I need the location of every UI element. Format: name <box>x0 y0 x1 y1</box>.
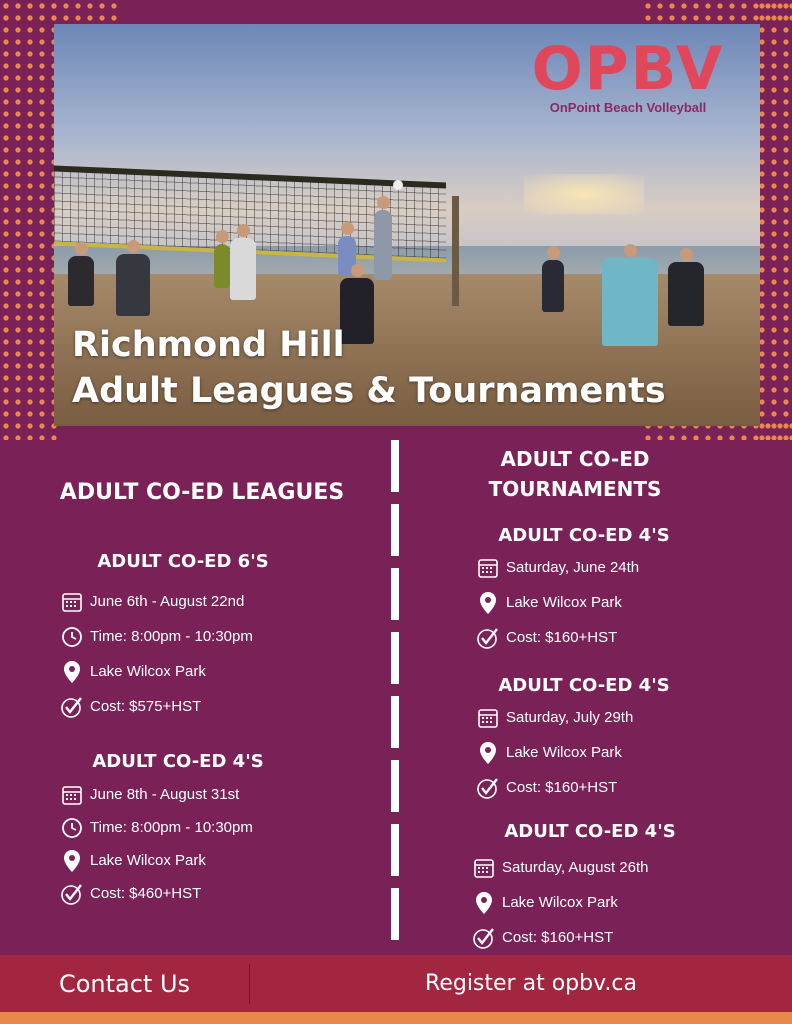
league-date-row <box>60 584 360 619</box>
tournament-cost-row <box>476 620 776 655</box>
tournaments-title-line2: TOURNAMENTS <box>488 477 662 501</box>
leagues-column <box>22 478 382 508</box>
tournament-date: Saturday, July 29th <box>506 709 634 726</box>
tournament-date: Saturday, June 24th <box>506 559 640 576</box>
tournament-location: Lake Wilcox Park <box>506 594 622 611</box>
tournament-location-row <box>476 735 776 770</box>
tournament-cost-row <box>472 920 772 955</box>
footer-bar <box>0 955 792 1012</box>
player-figure <box>230 238 256 300</box>
tournament-card <box>472 820 772 955</box>
hero-title <box>72 322 666 414</box>
decorative-dots-right <box>756 0 792 440</box>
column-divider <box>391 440 399 940</box>
tournament-name: ADULT CO-ED 4'S <box>498 525 670 546</box>
league-time-row <box>60 619 360 654</box>
map-pin-icon <box>476 741 500 765</box>
calendar-icon <box>476 556 500 580</box>
tournament-date: Saturday, August 26th <box>502 859 649 876</box>
league-cost: Cost: $460+HST <box>90 885 202 902</box>
player-figure <box>116 254 150 316</box>
calendar-icon <box>60 590 84 614</box>
volleyball <box>393 180 403 190</box>
calendar-icon <box>476 706 500 730</box>
map-pin-icon <box>476 591 500 615</box>
map-pin-icon <box>472 891 496 915</box>
decorative-dots-top-left <box>0 0 120 22</box>
hero-title-line2: Adult Leagues & Tournaments <box>72 371 666 411</box>
checkmark-icon <box>60 882 84 906</box>
player-figure <box>68 256 94 306</box>
league-location: Lake Wilcox Park <box>90 663 206 680</box>
hero-title-line1: Richmond Hill <box>72 325 345 365</box>
league-location-row <box>60 654 360 689</box>
checkmark-icon <box>476 626 500 650</box>
tournaments-title-line1: ADULT CO-ED <box>500 447 650 471</box>
clock-icon <box>60 816 84 840</box>
logo-wordmark: OPBV <box>531 34 725 104</box>
player-figure <box>374 210 392 280</box>
checkmark-icon <box>472 926 496 950</box>
league-date: June 6th - August 22nd <box>90 593 245 610</box>
player-figure <box>214 244 230 288</box>
player-figure <box>668 262 704 326</box>
opbv-logo <box>512 34 744 115</box>
league-cost: Cost: $575+HST <box>90 698 202 715</box>
checkmark-icon <box>476 776 500 800</box>
league-location: Lake Wilcox Park <box>90 852 206 869</box>
hero-photo <box>54 24 760 426</box>
decorative-dots-top-right <box>642 0 792 22</box>
league-date-row <box>60 778 360 811</box>
register-link[interactable]: Register at opbv.ca <box>425 971 637 996</box>
tournament-location: Lake Wilcox Park <box>506 744 622 761</box>
league-time-row <box>60 811 360 844</box>
calendar-icon <box>60 783 84 807</box>
calendar-icon <box>472 856 496 880</box>
contact-us-link[interactable]: Contact Us <box>58 969 191 998</box>
checkmark-icon <box>60 695 84 719</box>
league-location-row <box>60 844 360 877</box>
leagues-section-title: ADULT CO-ED LEAGUES <box>59 480 345 505</box>
logo-tagline: OnPoint Beach Volleyball <box>549 100 707 115</box>
tournaments-section-title <box>420 444 730 504</box>
tournament-cost: Cost: $160+HST <box>506 779 618 796</box>
league-card-4s <box>60 750 360 910</box>
tournament-cost: Cost: $160+HST <box>506 629 618 646</box>
tournament-name: ADULT CO-ED 4'S <box>504 821 676 842</box>
league-time: Time: 8:00pm - 10:30pm <box>90 628 253 645</box>
player-figure <box>542 260 564 312</box>
decorative-dots-left <box>0 0 58 440</box>
league-cost-row <box>60 877 360 910</box>
tournament-date-row <box>476 550 776 585</box>
map-pin-icon <box>60 660 84 684</box>
league-name: ADULT CO-ED 4'S <box>92 751 264 772</box>
league-time: Time: 8:00pm - 10:30pm <box>90 819 253 836</box>
tournament-name: ADULT CO-ED 4'S <box>498 675 670 696</box>
league-name: ADULT CO-ED 6'S <box>97 551 269 572</box>
clock-icon <box>60 625 84 649</box>
bottom-accent-bar <box>0 1012 792 1024</box>
tournament-card <box>476 674 776 805</box>
tournament-date-row <box>472 850 772 885</box>
tournament-location: Lake Wilcox Park <box>502 894 618 911</box>
tournament-location-row <box>472 885 772 920</box>
tournament-location-row <box>476 585 776 620</box>
tournament-card <box>476 524 776 655</box>
league-card-6s <box>60 550 360 724</box>
league-date: June 8th - August 31st <box>90 786 240 803</box>
league-cost-row <box>60 689 360 724</box>
map-pin-icon <box>60 849 84 873</box>
tournament-cost-row <box>476 770 776 805</box>
tournament-date-row <box>476 700 776 735</box>
tournament-cost: Cost: $160+HST <box>502 929 614 946</box>
